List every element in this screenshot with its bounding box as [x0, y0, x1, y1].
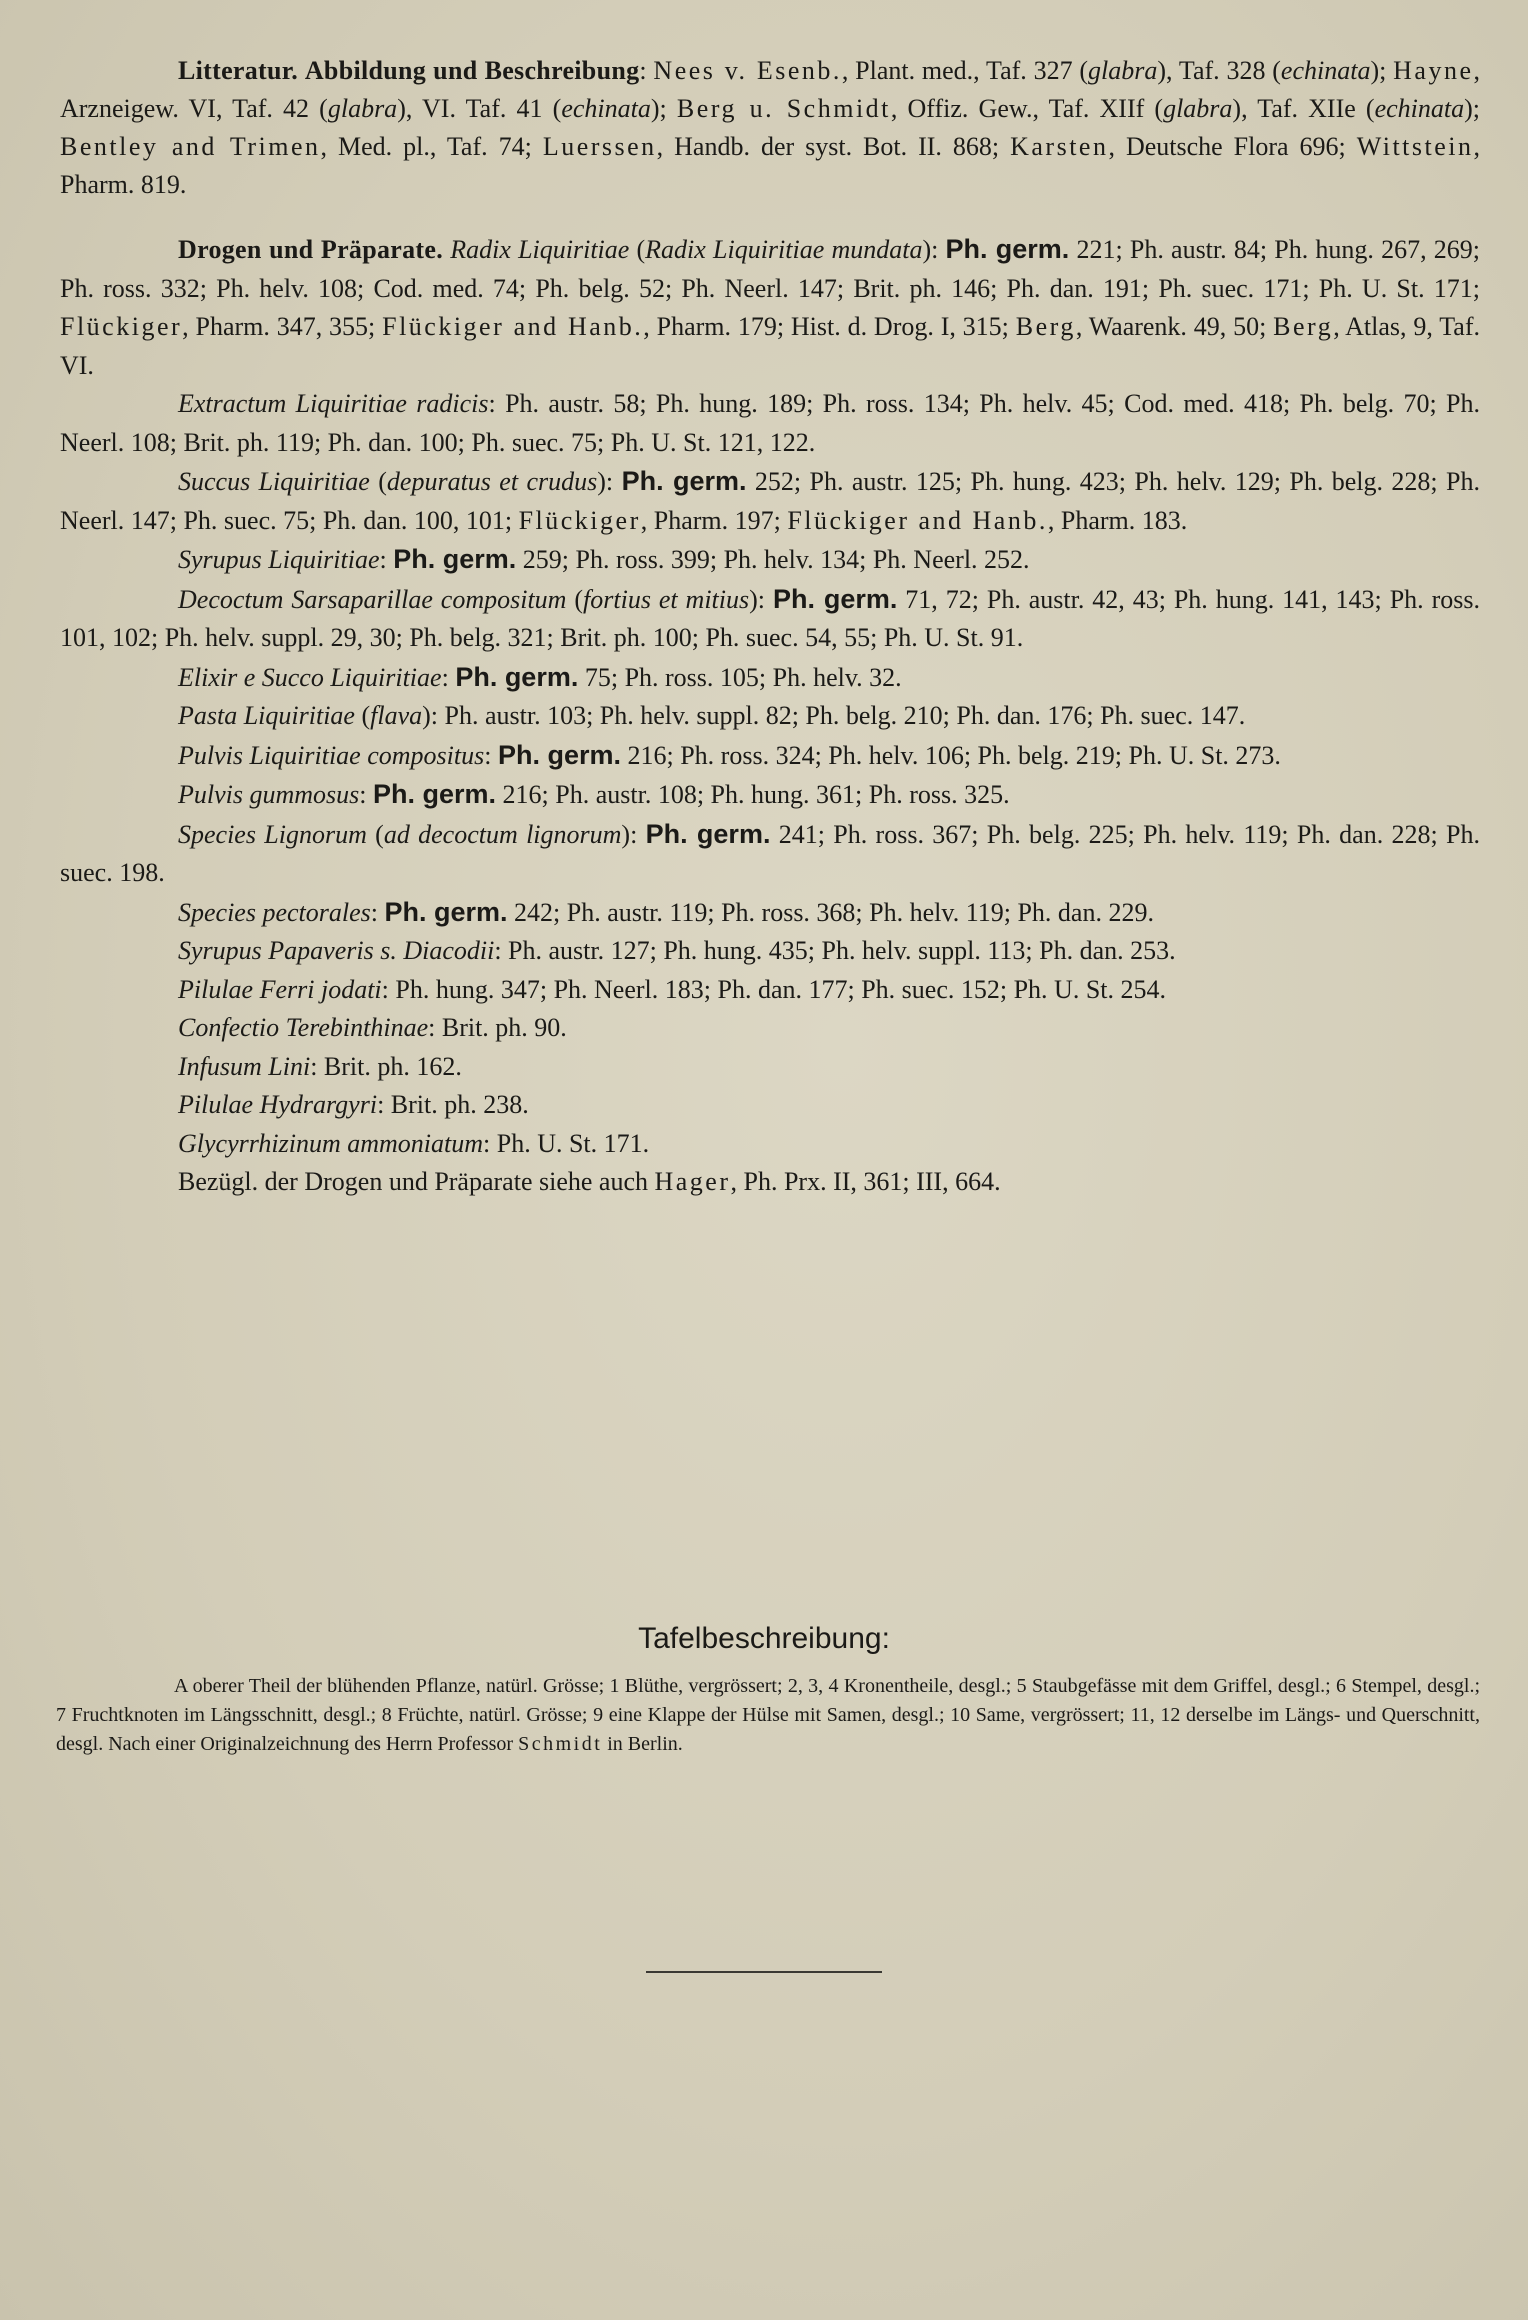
drogen-entry: [60, 971, 1480, 1010]
italic-term: Glycyrrhizinum ammoniatum: [178, 1128, 484, 1158]
tafel-body: [56, 1672, 1480, 1759]
drogen-entry: [60, 736, 1480, 776]
text-run: , Med. pl., Taf. 74;: [320, 132, 543, 161]
text-run: ):: [922, 235, 946, 264]
text-run: , Offiz. Gew., Taf. XIIf (: [890, 94, 1164, 123]
italic-term: Radix Liquiritiae mundata: [645, 235, 923, 264]
drogen-entry: [60, 775, 1480, 815]
pharmacopoeia-label: Ph. germ.: [497, 739, 621, 770]
italic-term: Species pectorales: [178, 897, 371, 927]
author-name: Hayne: [1393, 56, 1474, 85]
pharmacopoeia-label: Ph. germ.: [455, 661, 579, 692]
text-run: , Deutsche Flora 696;: [1108, 132, 1357, 161]
pharmacopoeia-label: Ph. germ.: [373, 779, 497, 809]
text-run: ), VI. Taf. 41 (: [397, 94, 562, 123]
italic-term: glabra: [1163, 94, 1233, 123]
text-run: ): Ph. austr. 103; Ph. helv. suppl. 82; Ph. belg. 210; Ph. dan. 176; Ph. suec. 147.: [422, 701, 1246, 730]
text-run: :: [379, 545, 394, 574]
text-run: : Ph. U. St. 171.: [483, 1128, 650, 1158]
text-run: ), Taf. XIIe (: [1232, 94, 1375, 123]
text-run: ):: [749, 584, 773, 614]
text-run: , Handb. der syst. Bot. II. 868;: [656, 132, 1011, 161]
drogen-entry: [60, 1086, 1480, 1125]
text-run: 71, 72; Ph. austr. 42, 43; Ph. hung. 141, 143; Ph. ross. 101, 102; Ph. helv. suppl. 29, 30; Ph. belg. 321; Brit. ph. 100; Ph. suec. 54, 55; Ph. U. St. 91.: [60, 584, 1480, 652]
text-run: , Pharm. 183.: [1047, 505, 1188, 535]
author-name: Wittstein: [1356, 132, 1474, 161]
italic-term: glabra: [327, 94, 398, 123]
italic-term: depuratus et crudus: [386, 467, 598, 496]
drogen-entry: [60, 697, 1480, 736]
italic-term: Succus Liquiritiae: [178, 467, 370, 496]
author-name: Flückiger: [518, 505, 641, 535]
author-name: Flückiger and Hanb.: [787, 505, 1048, 535]
text-run: : Ph. austr. 127; Ph. hung. 435; Ph. helv. suppl. 113; Ph. dan. 253.: [494, 936, 1176, 965]
drogen-section: [60, 230, 1480, 1202]
text-run: 216; Ph. austr. 108; Ph. hung. 361; Ph. ross. 325.: [496, 780, 1010, 809]
pharmacopoeia-label: Ph. germ.: [772, 583, 898, 614]
drogen-entry: [60, 1009, 1480, 1048]
italic-term: Confectio Terebinthinae: [178, 1013, 429, 1042]
text-run: );: [1370, 56, 1394, 85]
text-run: (: [366, 819, 384, 849]
italic-term: Pulvis gummosus: [178, 780, 360, 809]
text-run: , Waarenk. 49, 50;: [1075, 312, 1274, 341]
drogen-entry: [60, 580, 1480, 658]
author-name: Hager: [654, 1167, 731, 1196]
text-run: :: [441, 662, 456, 692]
text-run: , Pharm. 179; Hist. d. Drog. I, 315;: [643, 312, 1016, 341]
drogen-entry: [60, 385, 1480, 462]
litteratur-label: Litteratur.: [178, 56, 299, 85]
text-run: :: [370, 897, 385, 927]
drogen-entry: [60, 658, 1480, 698]
author-name: Luerssen: [542, 132, 657, 161]
italic-term: glabra: [1088, 56, 1158, 85]
drogen-entry: [60, 893, 1480, 933]
text-run: :: [359, 780, 374, 809]
tafel-title: Tafelbeschreibung:: [638, 1622, 890, 1655]
italic-term: Pilulae Ferri jodati: [178, 974, 382, 1004]
text-run: 252; Ph. austr. 125; Ph. hung. 423; Ph. helv. 129; Ph. belg. 228; Ph. Neerl. 147; Ph. suec. 75; Ph. dan. 100, 101;: [60, 467, 1480, 535]
italic-term: Species Lignorum: [178, 819, 367, 849]
author-name: Berg: [1273, 312, 1334, 341]
text-run: 259; Ph. ross. 399; Ph. helv. 134; Ph. Neerl. 252.: [516, 545, 1030, 574]
text-run: :: [639, 56, 654, 85]
drogen-label: Drogen und Präparate.: [178, 235, 444, 264]
text-run: 241; Ph. ross. 367; Ph. belg. 225; Ph. helv. 119; Ph. dan. 228; Ph. suec. 198.: [60, 819, 1480, 887]
litteratur-subheading: Abbildung und Beschreibung: [304, 56, 640, 85]
drogen-entry: [60, 815, 1480, 893]
text-run: );: [1464, 94, 1480, 123]
text-run: in Berlin.: [602, 1733, 683, 1755]
text-run: (: [629, 235, 646, 264]
pharmacopoeia-label: Ph. germ.: [945, 234, 1070, 264]
italic-term: Extractum Liquiritiae radicis: [178, 389, 489, 418]
author-name: Berg u. Schmidt: [676, 94, 891, 123]
litteratur-paragraph: [60, 52, 1480, 204]
author-name: Nees v. Esenb.: [653, 56, 842, 85]
text-run: (: [369, 467, 387, 496]
text-run: (: [566, 584, 584, 614]
divider-rule: [646, 1971, 882, 1973]
italic-term: Pasta Liquiritiae: [178, 701, 355, 730]
italic-term: Pilulae Hydrargyri: [178, 1090, 378, 1119]
text-run: );: [650, 94, 677, 123]
text-run: , Ph. Prx. II, 361; III, 664.: [730, 1167, 1001, 1196]
drogen-entry: [60, 1125, 1480, 1164]
italic-term: Syrupus Liquiritiae: [178, 545, 380, 574]
drogen-entry: [60, 1163, 1480, 1202]
italic-term: Syrupus Papaveris s. Diacodii: [178, 936, 495, 965]
text-run: : Brit. ph. 162.: [310, 1051, 462, 1081]
italic-term: fortius et mitius: [583, 584, 750, 614]
author-name: Berg: [1015, 312, 1076, 341]
drogen-entry: [60, 230, 1480, 385]
pharmacopoeia-label: Ph. germ.: [393, 544, 517, 574]
italic-term: Decoctum Sarsaparillae compositum: [178, 584, 567, 614]
italic-term: echinata: [561, 94, 651, 123]
italic-term: Pulvis Liquiritiae compositus: [178, 740, 485, 770]
drogen-entry: [60, 462, 1480, 540]
text-run: 216; Ph. ross. 324; Ph. helv. 106; Ph. belg. 219; Ph. U. St. 273.: [621, 740, 1281, 770]
text-run: 75; Ph. ross. 105; Ph. helv. 32.: [578, 662, 902, 692]
italic-term: Elixir e Succo Liquiritiae: [178, 662, 442, 692]
text-run: ):: [621, 819, 646, 849]
pharmacopoeia-label: Ph. germ.: [645, 818, 771, 849]
text-run: :: [484, 740, 498, 770]
pharmacopoeia-label: Ph. germ.: [384, 896, 508, 927]
text-run: : Ph. hung. 347; Ph. Neerl. 183; Ph. dan. 177; Ph. suec. 152; Ph. U. St. 254.: [381, 974, 1167, 1004]
drogen-entry: [60, 932, 1480, 971]
text-run: 221; Ph. austr. 84; Ph. hung. 267, 269; Ph. ross. 332; Ph. helv. 108; Cod. med. 74; Ph. belg. 52; Ph. Neerl. 147; Brit. ph. 146; Ph. dan. 191; Ph. suec. 171; Ph. U. St. 171;: [60, 235, 1480, 303]
author-name: Bentley and Trimen: [60, 132, 321, 161]
italic-term: echinata: [1374, 94, 1465, 123]
italic-term: flava: [370, 701, 423, 730]
italic-term: echinata: [1280, 56, 1371, 85]
text-run: (: [354, 701, 371, 730]
text-run: Bezügl. der Drogen und Präparate siehe auch: [178, 1167, 655, 1196]
text-run: , Arzneigew. VI, Taf. 42 (: [60, 56, 1480, 123]
text-run: : Brit. ph. 238.: [377, 1090, 529, 1119]
text-run: , Pharm. 197;: [640, 505, 788, 535]
text-run: , Plant. med., Taf. 327 (: [841, 56, 1089, 85]
text-run: : Ph. austr. 58; Ph. hung. 189; Ph. ross. 134; Ph. helv. 45; Cod. med. 418; Ph. belg. 70; Ph. Neerl. 108; Brit. ph. 119; Ph. dan. 100; Ph. suec. 75; Ph. U. St. 121, 122.: [60, 389, 1480, 457]
text-run: : Brit. ph. 90.: [428, 1013, 567, 1042]
author-name: Karsten: [1010, 132, 1109, 161]
text-run: ), Taf. 328 (: [1157, 56, 1281, 85]
author-name: Schmidt: [518, 1733, 603, 1755]
italic-term: Radix Liquiritiae: [450, 235, 630, 264]
text-run: ):: [597, 467, 622, 496]
author-name: Flückiger and Hanb.: [382, 312, 644, 341]
text-run: , Atlas, 9, Taf. VI.: [60, 312, 1480, 380]
drogen-entry: [60, 540, 1480, 580]
tafel-description: [56, 1672, 1480, 1759]
text-run: , Pharm. 819.: [60, 132, 1481, 199]
drogen-entry: [60, 1048, 1480, 1087]
text-run: , Pharm. 347, 355;: [182, 312, 383, 341]
italic-term: Infusum Lini: [178, 1051, 311, 1081]
text-run: A oberer Theil der blühenden Pflanze, natürl. Grösse; 1 Blüthe, vergrössert; 2, 3, 4 Kronentheile, desgl.; 5 Staubgefässe mit dem Griffel, desgl.; 6 Stempel, desgl.; 7 Fruchtknoten im Längsschnitt, desgl.; 8 Früchte, natürl. Grösse; 9 eine Klappe der Hülse mit Samen, desgl.; 10 Same, vergrössert; 11, 12 derselbe im Längs- und Querschnitt, desgl. Nach einer Originalzeichnung des Herrn Professor: [56, 1675, 1480, 1755]
pharmacopoeia-label: Ph. germ.: [621, 466, 747, 496]
italic-term: ad decoctum lignorum: [383, 819, 622, 849]
author-name: Flückiger: [60, 312, 183, 341]
text-run: 242; Ph. austr. 119; Ph. ross. 368; Ph. helv. 119; Ph. dan. 229.: [507, 897, 1154, 927]
